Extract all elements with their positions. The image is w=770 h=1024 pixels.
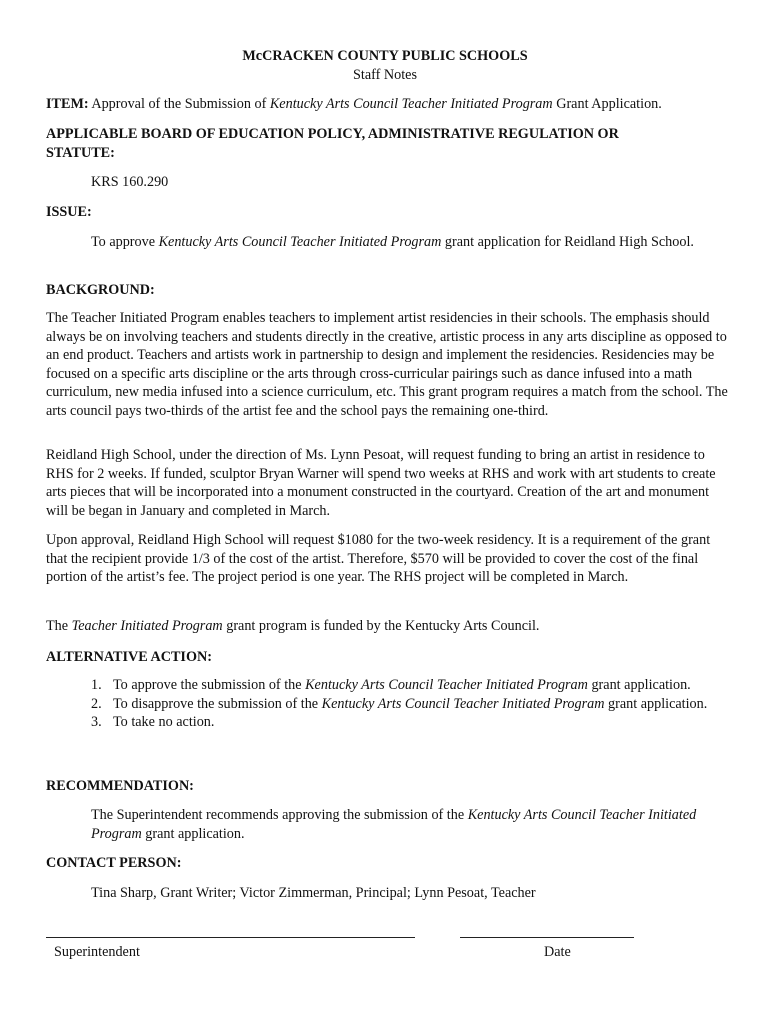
issue-text: To approve Kentucky Arts Council Teacher Initiated Program grant application for Reidland High School. [91, 234, 694, 250]
background-paragraph-4: The Teacher Initiated Program grant program is funded by the Kentucky Arts Council. [46, 618, 540, 634]
date-signature-line [460, 937, 634, 938]
contact-heading: CONTACT PERSON: [46, 855, 182, 871]
item-label: ITEM: [46, 96, 89, 112]
recommendation-text: The Superintendent recommends approving the submission of the Kentucky Arts Council Teacher Initiated Program grant application. [91, 807, 697, 842]
superintendent-label: Superintendent [54, 944, 140, 960]
recommendation-heading: RECOMMENDATION: [46, 778, 194, 794]
date-label: Date [544, 944, 571, 960]
list-item: 2. To disapprove the submission of the Kentucky Arts Council Teacher Initiated Program grant application. [91, 695, 708, 712]
issue-heading: ISSUE: [46, 204, 92, 220]
doc-subtitle: Staff Notes [353, 67, 417, 83]
background-paragraph-1: The Teacher Initiated Program enables teachers to implement artist residencies in their schools. The emphasis should always be on involving teachers and students directly in the creative, artistic process in any arts discipline as opposed to an end product. Teachers and artists work in partnership to design and implement the residencies. Residencies may be focused on a specific arts discipline or the arts through cross-curricular pairings such as dance infused into a math curriculum, new media infused into a science curriculum, etc. This grant program requires a match from the school. The arts council pays two-thirds of the artist fee and the school pays the remaining one-third. [46, 310, 728, 419]
alternative-list [91, 676, 731, 732]
background-heading: BACKGROUND: [46, 282, 155, 298]
background-paragraph-2: Reidland High School, under the direction of Ms. Lynn Pesoat, will request funding to bring an artist in residence to RHS for 2 weeks. If funded, sculptor Bryan Warner will spend two weeks at RHS and work with art students to create arts pieces that will be incorporated into a monument constructed in the courtyard. Creation of the art and monument will be began in January and completed in March. [46, 447, 716, 519]
policy-heading: APPLICABLE BOARD OF EDUCATION POLICY, ADMINISTRATIVE REGULATION OR STATUTE: [46, 126, 619, 161]
list-item: 1. To approve the submission of the Kentucky Arts Council Teacher Initiated Program grant application. [91, 677, 691, 693]
alternative-heading: ALTERNATIVE ACTION: [46, 649, 212, 665]
org-title: McCRACKEN COUNTY PUBLIC SCHOOLS [242, 48, 528, 64]
superintendent-signature-line [46, 937, 415, 938]
item-line: ITEM: Approval of the Submission of Kentucky Arts Council Teacher Initiated Program Grant Application. [46, 96, 662, 112]
contact-value: Tina Sharp, Grant Writer; Victor Zimmerman, Principal; Lynn Pesoat, Teacher [91, 885, 536, 901]
policy-value: KRS 160.290 [91, 174, 169, 190]
background-paragraph-3: Upon approval, Reidland High School will request $1080 for the two-week residency. It is a requirement of the grant that the recipient provide 1/3 of the cost of the artist. Therefore, $570 will be provided to cover the cost of the final portion of the artist’s fee. The project period is one year. The RHS project will be completed in March. [46, 532, 711, 585]
list-item: 3. To take no action. [91, 714, 215, 730]
